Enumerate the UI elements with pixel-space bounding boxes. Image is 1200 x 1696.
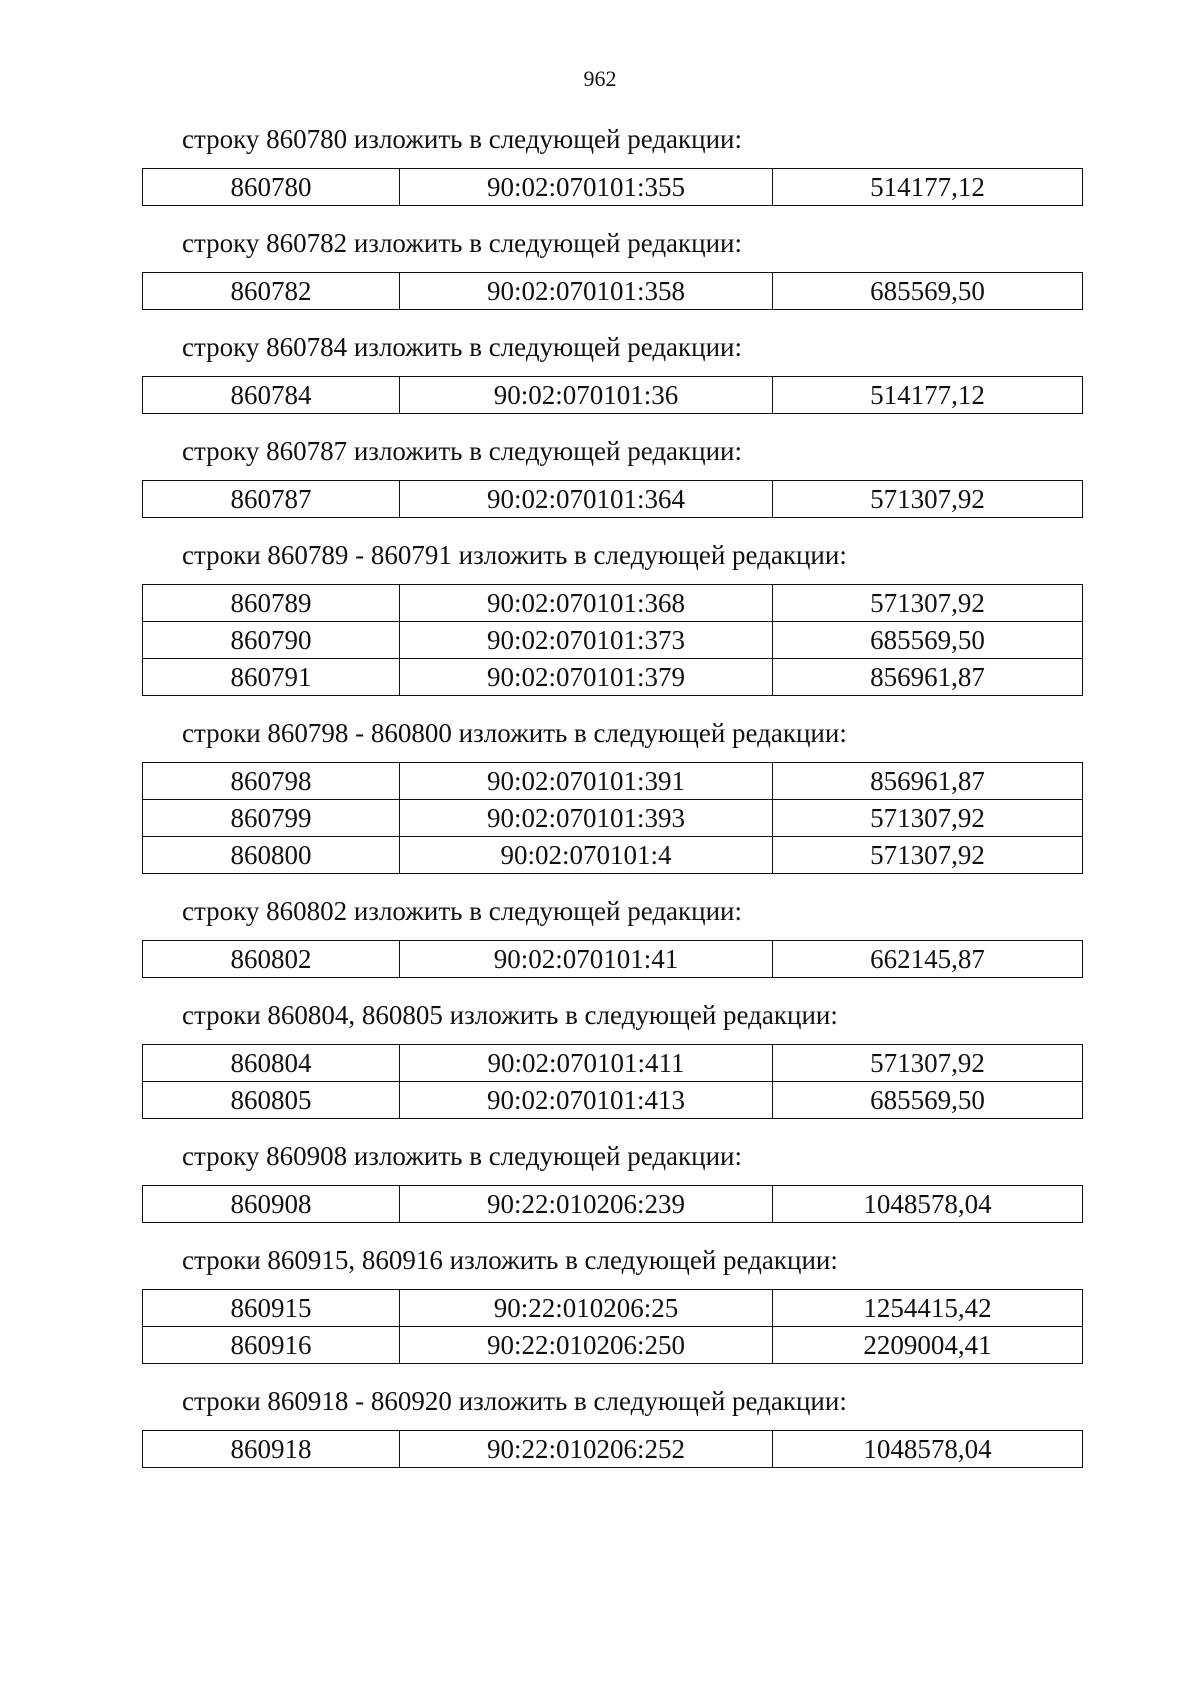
amendment-section <box>142 1139 1080 1223</box>
cadastral-value-cell: 514177,12 <box>773 377 1083 414</box>
amendment-heading: строки 860915, 860916 изложить в следующей редакции: <box>182 1245 838 1275</box>
cadastral-value-cell: 856961,87 <box>773 763 1083 800</box>
table-row <box>143 763 1083 800</box>
document-body <box>142 122 1080 1488</box>
cadastral-number-cell: 90:02:070101:373 <box>400 622 773 659</box>
table-row <box>143 1290 1083 1327</box>
cadastral-number-cell: 90:02:070101:379 <box>400 659 773 696</box>
entries-table <box>142 1289 1083 1364</box>
cadastral-number-cell: 90:22:010206:252 <box>400 1431 773 1468</box>
cadastral-value-cell: 2209004,41 <box>773 1327 1083 1364</box>
cadastral-value-cell: 571307,92 <box>773 837 1083 874</box>
cadastral-value-cell: 514177,12 <box>773 169 1083 206</box>
table-row <box>143 1431 1083 1468</box>
amendment-section <box>142 1384 1080 1468</box>
cadastral-number-cell: 90:02:070101:358 <box>400 273 773 310</box>
row-number-cell: 860799 <box>143 800 400 837</box>
table-row <box>143 941 1083 978</box>
amendment-heading: строку 860908 изложить в следующей редакции: <box>182 1141 743 1171</box>
amendment-heading: строку 860802 изложить в следующей редакции: <box>182 896 743 926</box>
amendment-section <box>142 1243 1080 1364</box>
table-row <box>143 273 1083 310</box>
entries-table <box>142 168 1083 206</box>
entries-table <box>142 1185 1083 1223</box>
entries-table <box>142 1430 1083 1468</box>
table-row <box>143 169 1083 206</box>
cadastral-number-cell: 90:22:010206:239 <box>400 1186 773 1223</box>
cadastral-number-cell: 90:02:070101:393 <box>400 800 773 837</box>
entries-table <box>142 480 1083 518</box>
amendment-section <box>142 122 1080 206</box>
cadastral-value-cell: 1254415,42 <box>773 1290 1083 1327</box>
cadastral-value-cell: 1048578,04 <box>773 1431 1083 1468</box>
row-number-cell: 860804 <box>143 1045 400 1082</box>
cadastral-number-cell: 90:22:010206:25 <box>400 1290 773 1327</box>
cadastral-number-cell: 90:02:070101:36 <box>400 377 773 414</box>
cadastral-value-cell: 685569,50 <box>773 622 1083 659</box>
row-number-cell: 860805 <box>143 1082 400 1119</box>
amendment-section <box>142 716 1080 874</box>
cadastral-number-cell: 90:02:070101:368 <box>400 585 773 622</box>
row-number-cell: 860787 <box>143 481 400 518</box>
cadastral-number-cell: 90:02:070101:411 <box>400 1045 773 1082</box>
table-row <box>143 1186 1083 1223</box>
amendment-heading: строку 860780 изложить в следующей редакции: <box>182 124 743 154</box>
entries-table <box>142 376 1083 414</box>
amendment-heading: строки 860789 - 860791 изложить в следующей редакции: <box>182 540 847 570</box>
row-number-cell: 860784 <box>143 377 400 414</box>
cadastral-value-cell: 685569,50 <box>773 1082 1083 1119</box>
table-row <box>143 585 1083 622</box>
amendment-heading: строки 860798 - 860800 изложить в следующей редакции: <box>182 718 847 748</box>
amendment-section <box>142 434 1080 518</box>
amendment-heading: строки 860918 - 860920 изложить в следующей редакции: <box>182 1386 847 1416</box>
cadastral-value-cell: 1048578,04 <box>773 1186 1083 1223</box>
table-row <box>143 1045 1083 1082</box>
table-row <box>143 1327 1083 1364</box>
cadastral-value-cell: 856961,87 <box>773 659 1083 696</box>
amendment-section <box>142 538 1080 696</box>
amendment-heading: строки 860804, 860805 изложить в следующей редакции: <box>182 1000 838 1030</box>
amendment-section <box>142 330 1080 414</box>
row-number-cell: 860782 <box>143 273 400 310</box>
entries-table <box>142 940 1083 978</box>
cadastral-value-cell: 571307,92 <box>773 800 1083 837</box>
amendment-heading: строку 860782 изложить в следующей редакции: <box>182 228 743 258</box>
row-number-cell: 860916 <box>143 1327 400 1364</box>
amendment-section <box>142 894 1080 978</box>
table-row <box>143 800 1083 837</box>
cadastral-number-cell: 90:02:070101:364 <box>400 481 773 518</box>
entries-table <box>142 584 1083 696</box>
cadastral-number-cell: 90:02:070101:391 <box>400 763 773 800</box>
row-number-cell: 860798 <box>143 763 400 800</box>
entries-table <box>142 1044 1083 1119</box>
row-number-cell: 860918 <box>143 1431 400 1468</box>
amendment-section <box>142 998 1080 1119</box>
table-row <box>143 1082 1083 1119</box>
amendment-heading: строку 860784 изложить в следующей редакции: <box>182 332 743 362</box>
row-number-cell: 860802 <box>143 941 400 978</box>
cadastral-value-cell: 662145,87 <box>773 941 1083 978</box>
row-number-cell: 860915 <box>143 1290 400 1327</box>
cadastral-number-cell: 90:02:070101:413 <box>400 1082 773 1119</box>
cadastral-number-cell: 90:02:070101:355 <box>400 169 773 206</box>
entries-table <box>142 272 1083 310</box>
amendment-heading: строку 860787 изложить в следующей редакции: <box>182 436 743 466</box>
table-row <box>143 837 1083 874</box>
table-row <box>143 622 1083 659</box>
cadastral-value-cell: 685569,50 <box>773 273 1083 310</box>
cadastral-value-cell: 571307,92 <box>773 1045 1083 1082</box>
cadastral-value-cell: 571307,92 <box>773 481 1083 518</box>
cadastral-value-cell: 571307,92 <box>773 585 1083 622</box>
row-number-cell: 860789 <box>143 585 400 622</box>
cadastral-number-cell: 90:02:070101:4 <box>400 837 773 874</box>
entries-table <box>142 762 1083 874</box>
row-number-cell: 860800 <box>143 837 400 874</box>
table-row <box>143 377 1083 414</box>
cadastral-number-cell: 90:02:070101:41 <box>400 941 773 978</box>
cadastral-number-cell: 90:22:010206:250 <box>400 1327 773 1364</box>
amendment-section <box>142 226 1080 310</box>
row-number-cell: 860791 <box>143 659 400 696</box>
page-number: 962 <box>583 66 617 91</box>
row-number-cell: 860908 <box>143 1186 400 1223</box>
row-number-cell: 860790 <box>143 622 400 659</box>
table-row <box>143 481 1083 518</box>
row-number-cell: 860780 <box>143 169 400 206</box>
table-row <box>143 659 1083 696</box>
